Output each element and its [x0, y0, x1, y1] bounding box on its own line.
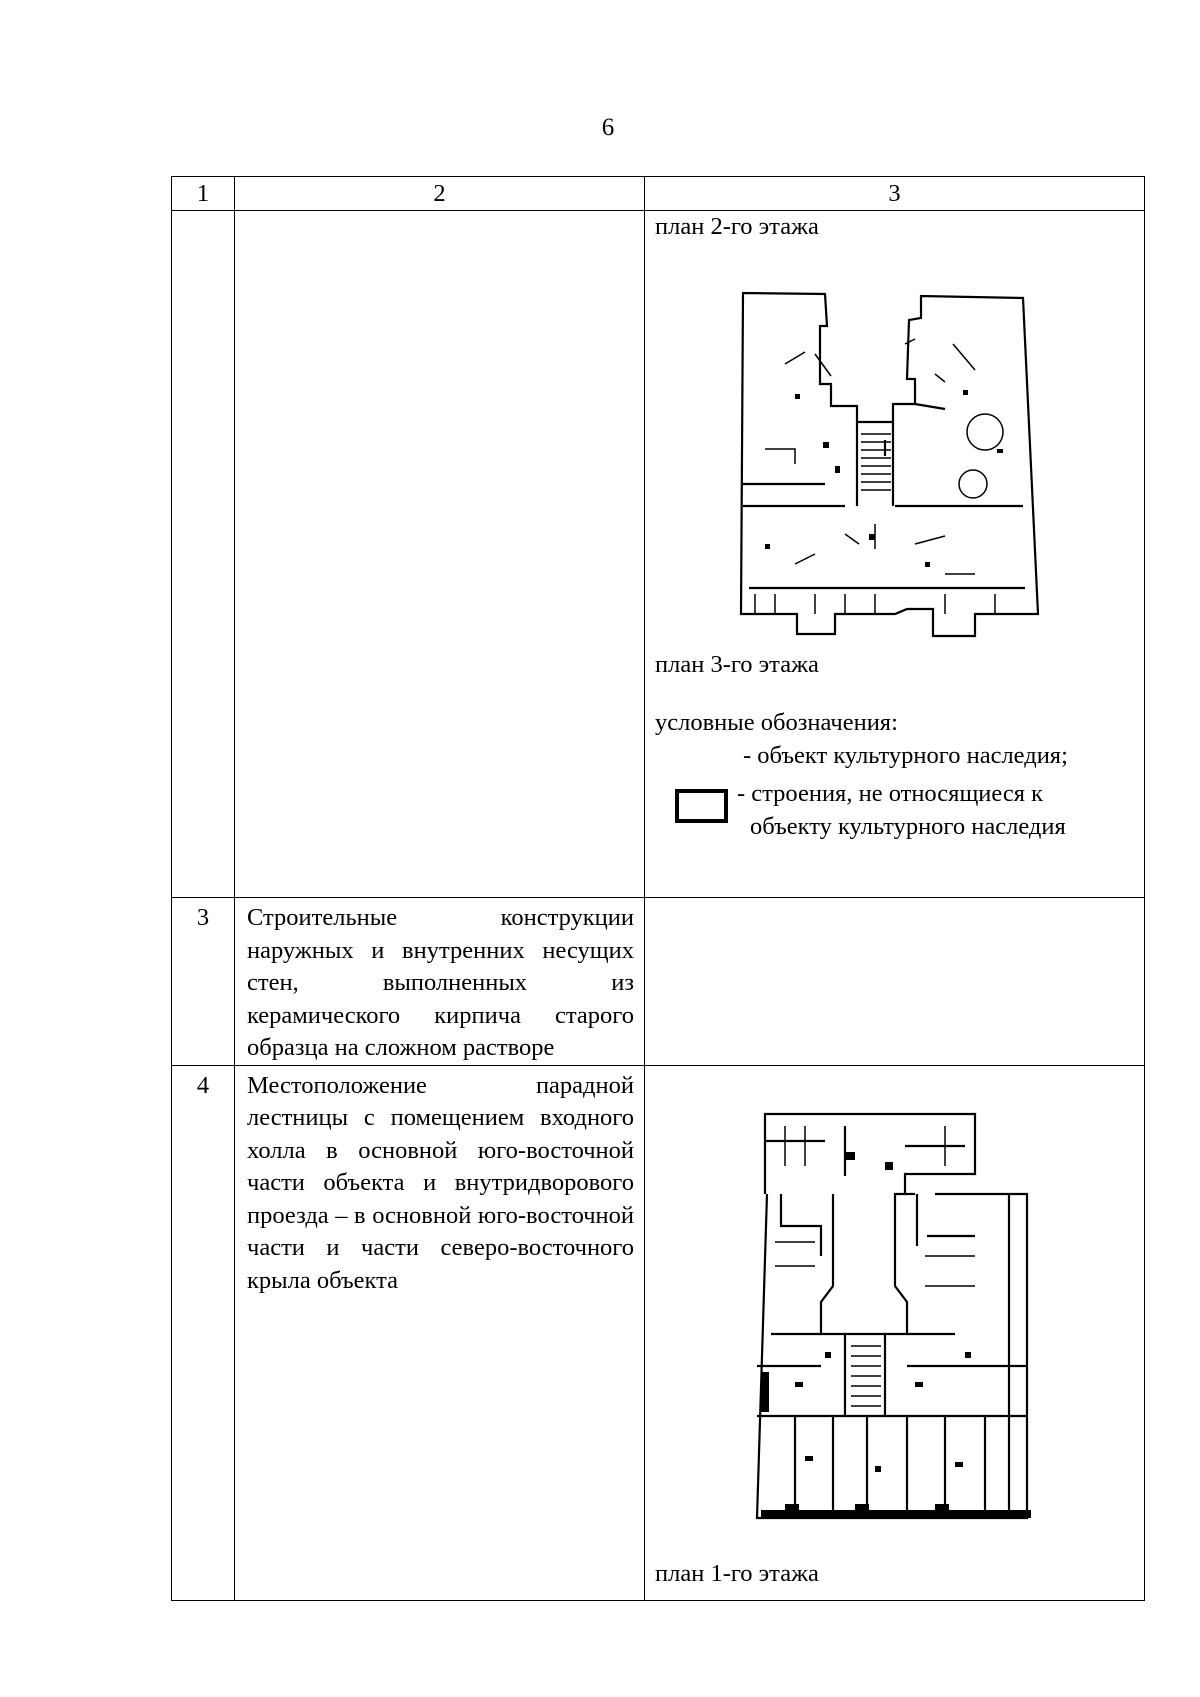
table-row-continued: [172, 211, 1145, 898]
header-col-2: 2: [235, 177, 645, 211]
row-4-description: Местоположение парадной лестницы с помещением входного холла в основной юго-восточной части объекта и внутридворового проезда – в основной юго-восточной части и части северо-восточного крыла объекта: [235, 1065, 645, 1600]
cell-empty-description: [235, 211, 645, 898]
plan-caption-2nd-floor: план 2-го этажа: [655, 213, 819, 240]
header-col-1: 1: [172, 177, 235, 211]
row-3-description: Строительные конструкции наружных и внутренних несущих стен, выполненных из керамического кирпича старого образца на сложном растворе: [235, 898, 645, 1066]
outline-rectangle-icon: [675, 789, 728, 823]
floor-plan-1st-floor-icon: [645, 1066, 1145, 1558]
row-4-number: 4: [172, 1065, 235, 1600]
table-row-4: [172, 1065, 1145, 1600]
page-number: 6: [601, 114, 615, 141]
legend-item-non-heritage: [645, 778, 1144, 846]
heritage-elements-table: [171, 176, 1145, 1601]
floor-plan-3rd-floor-icon: [645, 244, 1145, 649]
row-4-plan-cell: [645, 1065, 1145, 1600]
legend-item-heritage: - объект культурного наследия;: [743, 741, 1068, 769]
table-row-3: [172, 898, 1145, 1066]
legend-item-non-heritage-line1: - строения, не относящиеся к: [737, 780, 1044, 807]
plan-caption-3rd-floor: план 3-го этажа: [655, 650, 819, 678]
plan-caption-1st-floor: план 1-го этажа: [655, 1559, 819, 1587]
row-3-number: 3: [172, 898, 235, 1066]
row-3-empty-cell: [645, 898, 1145, 1066]
legend-item-non-heritage-text: [737, 778, 1066, 843]
table-header-row: [172, 177, 1145, 211]
header-col-3: 3: [645, 177, 1145, 211]
legend-title: условные обозначения:: [655, 709, 898, 736]
legend-item-non-heritage-line2: объекту культурного наследия: [750, 812, 1066, 840]
cell-plans: [645, 211, 1145, 898]
cell-empty-number: [172, 211, 235, 898]
